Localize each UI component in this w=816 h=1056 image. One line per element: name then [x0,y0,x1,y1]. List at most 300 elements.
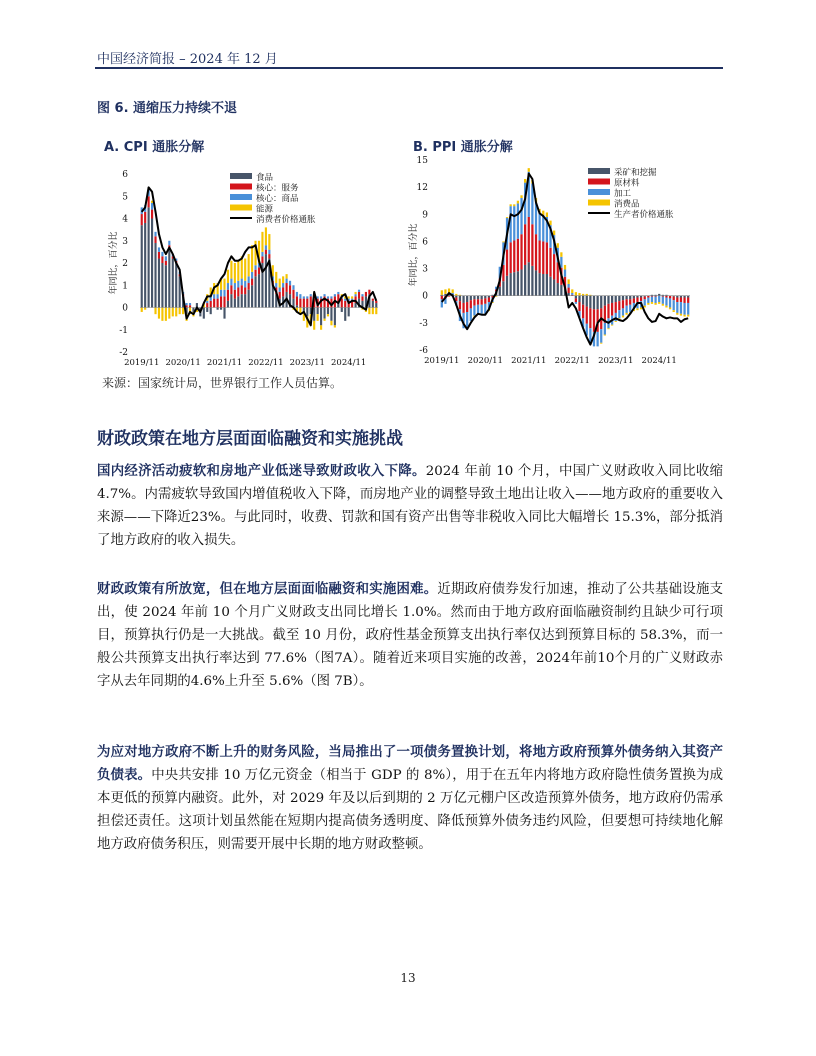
cpi-bar-segment [344,299,346,301]
ppi-bar-segment [673,310,675,312]
ppi-bar-segment [589,328,591,342]
ppi-bar-segment [517,203,519,238]
ppi-bar-segment [553,254,555,279]
cpi-bar-segment [227,283,229,290]
ppi-legend-label: 生产者价格通胀 [614,210,674,220]
ppi-bar-segment [477,299,479,304]
ppi-bar-segment [459,301,461,309]
ppi-bar-segment [557,243,559,248]
header-divider [95,67,723,69]
cpi-bar-segment [230,285,232,294]
cpi-bar-segment [175,308,177,317]
ppi-bar-segment [636,298,638,303]
ppi-bar-segment [662,297,664,304]
cpi-legend-swatch [230,194,252,200]
cpi-bar-segment [268,254,270,258]
ppi-x-tick-label: 2022/11 [554,356,590,366]
ppi-bar-segment [441,290,443,295]
cpi-bar-segment [161,252,163,256]
cpi-legend-label: 核心：服务 [256,183,299,194]
cpi-bar-segment [375,308,377,315]
running-header: 中国经济简报 – 2024 年 12 月 [97,52,278,67]
ppi-bar-segment [549,248,551,277]
cpi-bar-segment [141,214,143,225]
cpi-bar-segment [248,254,250,276]
cpi-bar-segment [237,287,239,296]
ppi-bar-segment [589,308,591,328]
ppi-bar-segment [600,296,602,309]
cpi-bar-segment [248,276,250,283]
cpi-bar-segment [182,308,184,315]
cpi-bar-segment [168,241,170,245]
ppi-bar-segment [481,305,483,314]
ppi-bar-segment [654,303,656,305]
ppi-bar-segment [673,300,675,310]
cpi-bar-segment [210,301,212,308]
cpi-bar-segment [303,296,305,298]
ppi-bar-segment [517,271,519,295]
ppi-bar-segment [499,287,501,296]
cpi-bar-segment [244,281,246,288]
ppi-line-series [442,174,688,345]
paragraph-debt-swap [97,741,723,856]
cpi-bar-segment [368,290,370,294]
cpi-bar-segment [258,274,260,307]
cpi-bar-segment [275,283,277,287]
figure-source: 来源：国家统计局，世界银行工作人员估算。 [102,376,343,390]
cpi-bar-segment [351,296,353,298]
ppi-bar-segment [593,296,595,310]
ppi-bar-segment [633,298,635,303]
ppi-bar-segment [669,307,671,309]
cpi-bar-segment [279,292,281,299]
cpi-bar-segment [372,299,374,301]
cpi-bar-segment [223,296,225,307]
cpi-bar-segment [323,319,325,321]
ppi-bar-segment [462,303,464,313]
cpi-bar-segment [158,247,160,251]
cpi-y-tick-label: -1 [119,325,128,336]
cpi-bar-segment [282,287,284,296]
ppi-bar-segment [575,292,577,296]
cpi-bar-segment [358,290,360,292]
ppi-bar-segment [618,301,620,310]
ppi-bar-segment [662,304,664,306]
cpi-bar-segment [223,279,225,290]
panel-a-title: A. CPI 通胀分解 [104,140,205,155]
ppi-bar-segment [625,299,627,305]
cpi-x-tick-label: 2020/11 [165,358,201,368]
ppi-bar-segment [444,289,446,294]
ppi-legend-swatch [588,189,610,195]
ppi-bar-segment [593,309,595,332]
cpi-bar-segment [320,325,322,329]
ppi-bar-segment [665,298,667,306]
ppi-x-tick-label: 2024/11 [641,356,677,366]
cpi-bar-segment [327,314,329,316]
cpi-bar-segment [223,308,225,319]
cpi-bar-segment [317,296,319,298]
page-number: 13 [400,971,416,985]
panel-b-title: B. PPI 通胀分解 [413,140,513,155]
ppi-bar-segment [452,293,454,294]
cpi-bar-segment [355,303,357,307]
cpi-legend-swatch [230,173,252,179]
cpi-bar-segment [296,305,298,307]
cpi-bar-segment [168,308,170,319]
ppi-bar-segment [575,302,577,304]
cpi-bar-segment [330,308,332,321]
paragraph-body: 近期政府债券发行加速，推动了公共基础设施支出，使 2024 年前 10 个月广义财政支出同比增长 1.0%。然而由于地方政府面临融资制约且缺少可行项目，预算执行仍是一大挑战。截至 10 月份，政府性基金预算支出执行率仅达到预算目标的 58.3%，而一般公共预算支出执行率达到 77.6%（图7A）。随着近来项目实施的改善，2024年前10个月的广义财政赤字从去年同期的4.6%上升至 5.6%（图 7B）。 [97,582,724,689]
cpi-bar-segment [248,290,250,308]
cpi-bar-segment [313,321,315,330]
ppi-bar-segment [520,195,522,198]
ppi-y-tick-label: 15 [416,156,428,166]
ppi-bar-segment [618,310,620,318]
ppi-bar-segment [484,296,486,299]
ppi-bar-segment [564,269,566,276]
ppi-bar-segment [524,224,526,265]
ppi-legend-label: 加工 [614,189,632,199]
cpi-bar-segment [217,294,219,298]
ppi-bar-segment [452,289,454,293]
cpi-bar-segment [230,279,232,286]
ppi-bar-segment [683,298,685,303]
ppi-bar-segment [578,296,580,302]
cpi-y-tick-label: 0 [122,303,128,314]
cpi-bar-segment [154,236,156,243]
cpi-legend-swatch [230,205,252,211]
ppi-bar-segment [473,306,475,316]
ppi-bar-segment [531,224,533,266]
ppi-legend-swatch [588,200,610,206]
ppi-bar-segment [680,298,682,303]
ppi-bar-segment [477,296,479,300]
cpi-bar-segment [154,243,156,308]
cpi-bar-segment [161,263,163,308]
ppi-bar-segment [568,288,570,293]
ppi-bar-segment [510,242,512,273]
ppi-x-tick-label: 2023/11 [598,356,634,366]
cpi-bar-segment [161,308,163,321]
cpi-bar-segment [292,290,294,299]
ppi-bar-segment [539,273,541,296]
cpi-bar-segment [223,290,225,297]
ppi-bar-segment [615,296,617,302]
cpi-bar-segment [234,299,236,308]
paragraph-body: 2024 年前 10 个月，中国广义财政收入同比收缩 4.7%。内需疲软导致国内增值税收入下降，而房地产业的调整导致土地出让收入——地方政府的重要收入来源——下降近23%。与此同时，收费、罚款和国有资产出售等非税收入同比大幅增长 15.3%，部分抵消了地方政府的收入损失。 [97,464,723,548]
ppi-y-tick-label: 12 [416,183,428,194]
cpi-bar-segment [375,301,377,303]
ppi-bar-segment [636,308,638,310]
cpi-bar-segment [368,308,370,315]
ppi-decomposition-chart [408,152,708,370]
cpi-bar-segment [172,308,174,317]
ppi-bar-segment [604,323,606,335]
cpi-bar-segment [213,294,215,298]
cpi-bar-segment [179,308,181,315]
cpi-bar-segment [265,245,267,249]
ppi-bar-segment [549,221,551,226]
cpi-bar-segment [372,301,374,308]
cpi-legend-label: 食品 [256,173,274,183]
ppi-legend-swatch [588,168,610,174]
ppi-y-tick-label: 0 [422,291,428,302]
cpi-bar-segment [148,196,150,207]
ppi-bar-segment [571,293,573,295]
cpi-legend-label: 能源 [256,204,274,215]
cpi-bar-segment [189,303,191,305]
cpi-decomposition-chart [100,160,400,372]
cpi-bar-segment [334,325,336,327]
cpi-bar-segment [241,279,243,286]
ppi-bar-segment [520,198,522,234]
ppi-bar-segment [513,206,515,240]
ppi-bar-segment [568,293,570,296]
ppi-bar-segment [673,297,675,301]
ppi-bar-segment [618,296,620,301]
ppi-bar-segment [466,302,468,312]
ppi-bar-segment [644,299,646,305]
ppi-bar-segment [654,297,656,303]
ppi-bar-segment [680,314,682,316]
cpi-bar-segment [254,270,256,277]
ppi-bar-segment [647,303,649,305]
ppi-bar-segment [520,269,522,295]
cpi-bar-segment [230,261,232,279]
cpi-bar-segment [237,281,239,288]
paragraph-expenditure [97,578,723,693]
ppi-bar-segment [687,303,689,315]
ppi-bar-segment [568,279,570,284]
ppi-bar-segment [676,313,678,315]
paragraph-lead: 国内经济活动疲软和房地产业低迷导致财政收入下降。 [97,464,426,479]
cpi-bar-segment [220,308,222,310]
ppi-bar-segment [481,299,483,304]
cpi-bar-segment [154,232,156,236]
ppi-x-tick-label: 2020/11 [467,356,503,366]
cpi-bar-segment [265,227,267,245]
ppi-legend-label: 消费品 [614,199,640,210]
ppi-bar-segment [441,296,443,300]
paragraph-body: 中央共安排 10 万亿元资金（相当于 GDP 的 8%），用于在五年内将地方政府隐性债务置换为成本更低的预算内融资。此外，对 2029 年及以后到期的 2 万亿元棚户区改造预算外债务，地方政府仍需承担偿还责任。这项计划虽然能在短期内提高债务透明度、降低预算外债务违约风险，但要想可持续地化解地方政府债务积压，则需要开展中长期的地方财政整顿。 [97,768,724,852]
cpi-bar-segment [330,321,332,325]
ppi-bar-segment [484,298,486,303]
ppi-bar-segment [546,212,548,217]
cpi-bar-segment [258,267,260,274]
ppi-bar-segment [506,276,508,296]
cpi-bar-segment [230,294,232,307]
cpi-bar-segment [234,263,236,283]
ppi-x-tick-label: 2021/11 [511,356,547,366]
ppi-bar-segment [459,296,461,301]
figure-title: 图 6. 通缩压力持续不退 [97,101,238,116]
ppi-bar-segment [510,206,512,242]
paragraph-lead: 财政政策有所放宽，但在地方层面面临融资和实施困难。 [97,582,438,597]
ppi-bar-segment [524,179,526,183]
cpi-bar-segment [275,272,277,283]
ppi-bar-segment [560,252,562,257]
cpi-bar-segment [206,308,208,312]
cpi-bar-segment [254,276,256,307]
ppi-bar-segment [596,332,598,346]
ppi-bar-segment [622,316,624,318]
ppi-bar-segment [466,296,468,302]
ppi-bar-segment [513,241,515,273]
ppi-bar-segment [647,298,649,303]
ppi-bar-segment [528,168,530,172]
cpi-bar-segment [186,305,188,307]
cpi-bar-segment [344,308,346,321]
ppi-bar-segment [542,241,544,274]
ppi-bar-segment [683,315,685,317]
ppi-bar-segment [629,296,631,300]
cpi-bar-segment [234,283,236,290]
cpi-bar-segment [165,256,167,260]
cpi-legend-swatch [230,184,252,190]
cpi-bar-segment [299,294,301,298]
cpi-bar-segment [265,250,267,254]
cpi-bar-segment [244,294,246,307]
ppi-bar-segment [539,213,541,240]
cpi-bar-segment [244,259,246,281]
ppi-bar-segment [578,293,580,296]
paragraph-revenue [97,460,723,552]
ppi-bar-segment [582,296,584,305]
ppi-bar-segment [607,328,609,329]
cpi-bar-segment [306,299,308,308]
cpi-bar-segment [251,279,253,286]
ppi-y-tick-label: 3 [422,264,428,275]
ppi-bar-segment [502,241,504,242]
cpi-y-axis-label: 年同比，百分比 [109,231,119,295]
cpi-bar-segment [158,308,160,319]
ppi-x-tick-label: 2019/11 [424,356,460,366]
cpi-bar-segment [303,299,305,308]
ppi-bar-segment [528,262,530,295]
ppi-bar-segment [539,241,541,274]
ppi-y-tick-label: 9 [422,210,428,221]
ppi-bar-segment [582,305,584,319]
cpi-bar-segment [355,294,357,296]
ppi-bar-segment [625,313,627,315]
cpi-bar-segment [148,207,150,307]
ppi-bar-segment [669,298,671,307]
ppi-bar-segment [517,201,519,204]
cpi-bar-segment [286,283,288,292]
ppi-bar-segment [596,296,598,310]
cpi-bar-segment [310,296,312,307]
ppi-bar-segment [470,296,472,301]
cpi-bar-segment [361,294,363,296]
ppi-bar-segment [502,281,504,295]
cpi-bar-segment [217,299,219,308]
cpi-bar-segment [227,290,229,301]
ppi-bar-segment [575,296,577,299]
cpi-bar-segment [213,299,215,308]
cpi-bar-segment [279,279,281,288]
cpi-bar-segment [165,265,167,307]
ppi-bar-segment [473,296,475,300]
section-heading: 财政政策在地方层面面临融资和实施挑战 [97,429,403,449]
cpi-bar-segment [186,303,188,305]
cpi-bar-segment [306,296,308,298]
ppi-legend-swatch [588,179,610,185]
ppi-bar-segment [607,304,609,318]
ppi-bar-segment [506,250,508,276]
cpi-bar-segment [227,270,229,283]
ppi-bar-segment [604,296,606,306]
cpi-bar-segment [158,259,160,308]
cpi-bar-segment [286,274,288,278]
cpi-bar-segment [372,308,374,315]
ppi-bar-segment [470,300,472,308]
ppi-bar-segment [622,308,624,315]
ppi-y-tick-label: -3 [419,318,428,329]
ppi-bar-segment [658,296,660,302]
cpi-y-tick-label: -2 [119,348,128,358]
ppi-bar-segment [676,298,678,303]
cpi-bar-segment [282,276,284,283]
ppi-bar-segment [676,302,678,313]
cpi-bar-segment [313,308,315,321]
ppi-bar-segment [644,306,646,308]
ppi-bar-segment [644,297,646,300]
cpi-bar-segment [261,232,263,252]
ppi-bar-segment [665,306,667,308]
cpi-bar-segment [268,234,270,250]
cpi-bar-segment [334,308,336,326]
cpi-bar-segment [334,294,336,296]
ppi-bar-segment [622,296,624,301]
ppi-bar-segment [578,302,580,311]
cpi-bar-segment [151,219,153,308]
cpi-bar-segment [327,308,329,315]
cpi-bar-segment [251,245,253,272]
cpi-bar-segment [320,296,322,298]
ppi-bar-segment [640,298,642,302]
cpi-bar-segment [220,296,222,307]
cpi-bar-segment [320,308,322,326]
ppi-bar-segment [564,265,566,270]
ppi-bar-segment [477,305,479,314]
cpi-bar-segment [358,292,360,299]
cpi-bar-segment [234,290,236,299]
cpi-y-tick-label: 2 [122,259,128,269]
cpi-bar-segment [323,294,325,296]
ppi-bar-segment [535,270,537,295]
ppi-bar-segment [510,204,512,206]
ppi-bar-segment [466,312,468,327]
cpi-bar-segment [227,301,229,308]
cpi-bar-segment [289,281,291,285]
cpi-bar-segment [323,308,325,319]
ppi-bar-segment [542,274,544,296]
cpi-bar-segment [251,272,253,279]
cpi-bar-segment [217,308,219,310]
ppi-bar-segment [586,296,588,307]
ppi-bar-segment [517,239,519,272]
cpi-bar-segment [337,292,339,294]
cpi-bar-segment [310,294,312,296]
cpi-bar-segment [244,287,246,294]
ppi-bar-segment [680,302,682,314]
ppi-bar-segment [513,272,515,296]
cpi-y-tick-label: 6 [122,170,128,180]
ppi-bar-segment [535,234,537,270]
cpi-y-tick-label: 3 [122,236,128,247]
ppi-bar-segment [589,296,591,309]
